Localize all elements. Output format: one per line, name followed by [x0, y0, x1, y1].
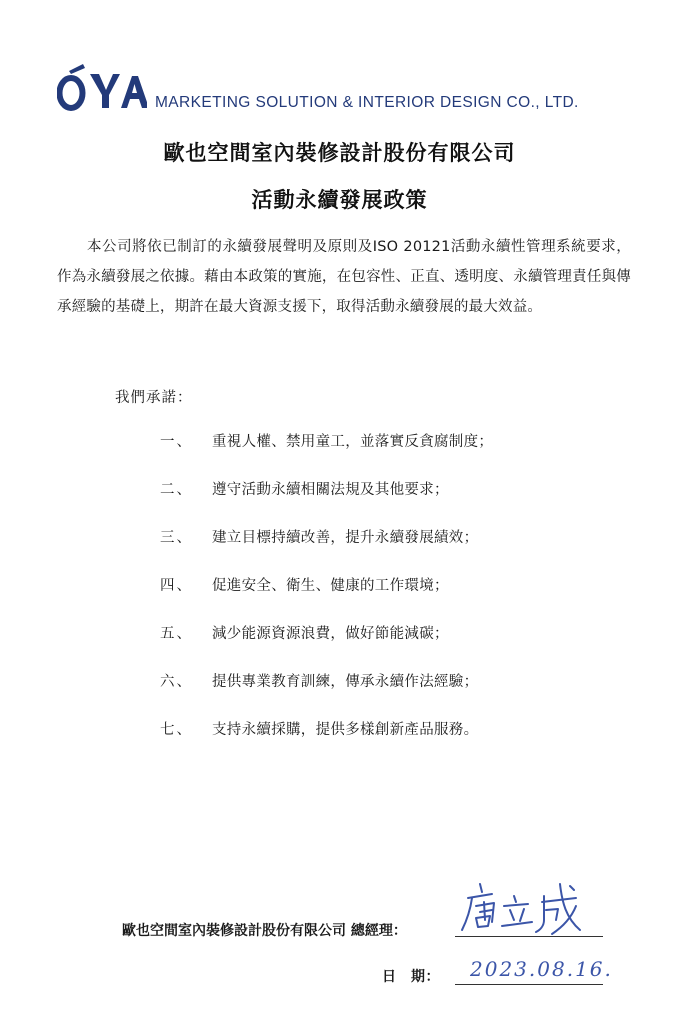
commitment-text: 遵守活動永續相關法規及其他要求； — [212, 482, 449, 498]
policy-title: 活動永續發展政策 — [251, 188, 428, 212]
commitment-item — [160, 574, 493, 622]
oya-logo — [57, 62, 147, 112]
commitment-number: 五、 — [160, 626, 193, 642]
commitment-number: 六、 — [160, 674, 193, 690]
handwritten-date: 2023.08.16. — [470, 957, 613, 981]
commitment-item — [160, 526, 493, 574]
commitment-text: 提供專業教育訓練，傳承永續作法經驗； — [212, 674, 479, 690]
date-underline — [455, 984, 603, 985]
commitment-item — [160, 718, 493, 766]
signature-block — [0, 870, 679, 1000]
commitment-number: 二、 — [160, 482, 193, 498]
commitment-number: 四、 — [160, 578, 193, 594]
commitment-text: 促進安全、衛生、健康的工作環境； — [212, 578, 449, 594]
signatory-label: 歐也空間室內裝修設計股份有限公司 總經理： — [122, 923, 407, 939]
company-name: 歐也空間室內裝修設計股份有限公司 — [163, 141, 516, 165]
commitment-item — [160, 478, 493, 526]
handwritten-signature — [458, 876, 588, 940]
commitment-item — [160, 430, 493, 478]
commitment-number: 七、 — [160, 722, 193, 738]
commitment-text: 重視人權、禁用童工，並落實反貪腐制度； — [212, 434, 494, 450]
commitment-intro: 我們承諾： — [115, 390, 193, 406]
commitment-number: 三、 — [160, 530, 193, 546]
commitment-item — [160, 670, 493, 718]
commitment-text: 建立目標持續改善，提升永續發展績效； — [212, 530, 479, 546]
commitment-text: 支持永續採購，提供多樣創新產品服務。 — [212, 722, 479, 738]
commitment-list — [160, 430, 493, 766]
commitment-number: 一、 — [160, 434, 193, 450]
commitment-item — [160, 622, 493, 670]
company-english-name: MARKETING SOLUTION & INTERIOR DESIGN CO., LTD. — [155, 94, 579, 111]
signature-underline — [455, 936, 603, 937]
date-label: 日 期： — [382, 969, 440, 985]
commitment-text: 減少能源資源浪費，做好節能減碳； — [212, 626, 449, 642]
letterhead — [57, 62, 657, 118]
policy-paragraph: 本公司將依已制訂的永續發展聲明及原則及ISO 20121活動永續性管理系統要求，作為永續發展之依據。藉由本政策的實施，在包容性、正直、透明度、永續管理責任與傳承經驗的基礎上，期許在最大資源支援下，取得活動永續發展的最大效益。 — [57, 239, 631, 315]
